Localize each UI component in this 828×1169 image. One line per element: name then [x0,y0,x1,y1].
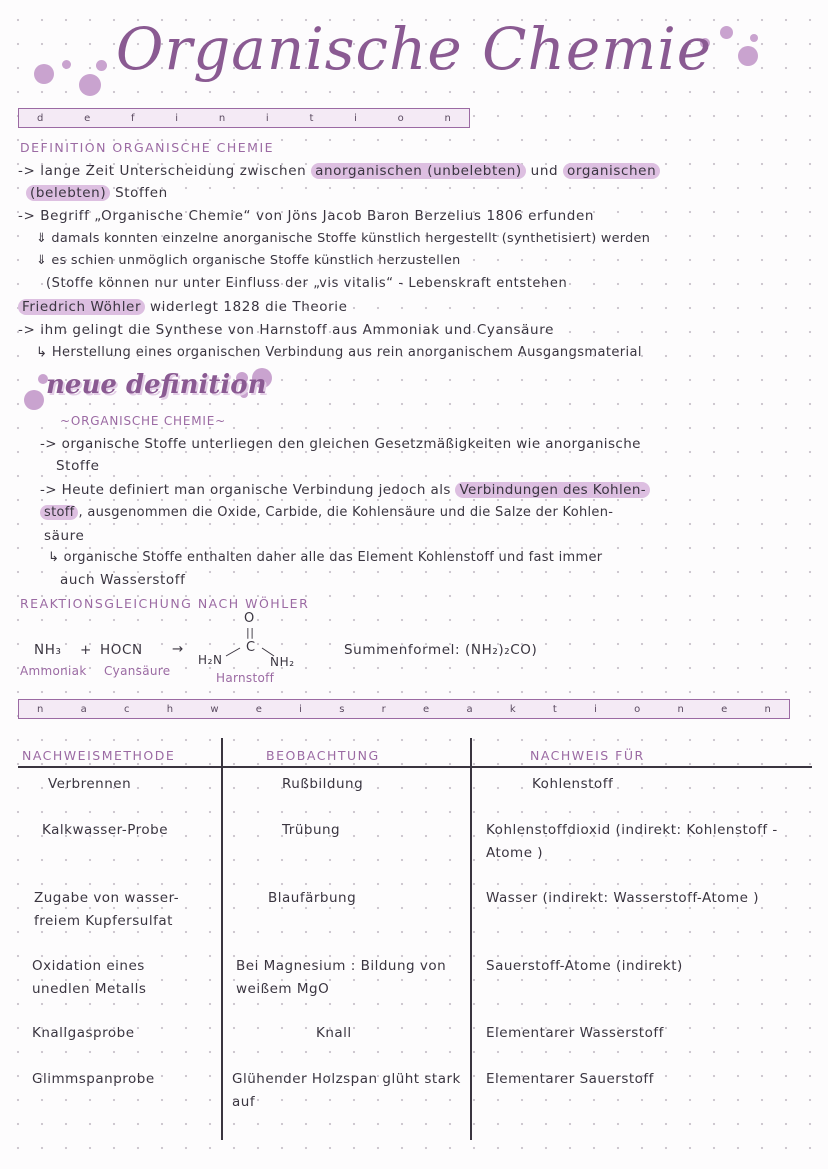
label-ammoniak: Ammoniak [20,664,87,678]
formula-plus: + [80,642,92,658]
banner-letter: o [634,703,641,715]
text-line: stoff , ausgenommen die Oxide, Carbide, die Kohlensäure und die Salze der Kohlen- [40,504,613,522]
banner-letter: a [466,703,473,715]
text-line: ↳ Herstellung eines organischen Verbindung aus rein anorganischem Ausgangsmaterial [36,345,642,360]
banner-letter: i [354,112,357,124]
double-bond: || [246,626,255,639]
banner-letter: n [444,112,451,124]
table-cell-evidence: Elementarer Wasserstoff [486,1025,664,1041]
text-line: ⇓ damals konnten einzelne anorganische Stoffe künstlich hergestellt (synthetisiert) werden [36,231,651,246]
formula-hocn: HOCN [100,642,143,658]
text-line: Friedrich Wöhler widerlegt 1828 die Theorie [18,298,348,316]
label-cyansaeure: Cyansäure [104,664,171,678]
table-header: BEOBACHTUNG [266,748,380,763]
table-header: NACHWEISMETHODE [22,748,176,763]
banner-letter: n [677,703,684,715]
table-cell-evidence: Kohlenstoffdioxid (indirekt: Kohlenstoff - Atome ) [486,822,778,861]
banner-letter: e [423,703,430,715]
formula-nh2: NH₂ [270,655,295,669]
text-line: -> lange Zeit Unterscheidung zwischen anorganischen (unbelebten) und organischen [18,162,660,180]
table-cell-observation: Knall [316,1025,352,1041]
definition-heading: DEFINITION ORGANISCHE CHEMIE [20,140,275,155]
formula-h2n: H₂N [198,653,223,667]
text-line: -> organische Stoffe unterliegen den gleichen Gesetzmäßigkeiten wie anorganische [40,436,641,452]
bond-lines [222,640,282,660]
table-cell-method: Kalkwasser-Probe [42,822,168,838]
banner-letter: i [175,112,179,124]
new-definition-title: neue definition [46,370,267,400]
banner-letter: e [84,112,91,124]
banner-letter: c [123,703,130,715]
text-line: -> Heute definiert man organische Verbindung jedoch als Verbindungen des Kohlen- [40,481,650,499]
table-cell-method: Knallgasprobe [32,1025,135,1041]
table-cell-evidence: Kohlenstoff [532,776,614,792]
formula-nh3: NH₃ [34,642,62,658]
formula-c: C [246,640,256,655]
table-cell-evidence: Wasser (indirekt: Wasserstoff-Atome ) [486,890,760,906]
text-line: -> ihm gelingt die Synthese von Harnstoff aus Ammoniak und Cyansäure [18,322,554,338]
table-cell-observation: Blaufärbung [268,890,357,906]
formula-o: O [244,611,255,626]
banner-letter: h [166,703,174,715]
label-harnstoff: Harnstoff [216,671,275,685]
banner-letter: s [339,703,345,715]
banner-letter: t [552,703,557,715]
new-definition-subtitle: ~ORGANISCHE CHEMIE~ [60,414,226,428]
table-header: NACHWEIS FÜR [530,748,645,763]
banner-letter: r [381,703,386,715]
reaction-heading: REAKTIONSGLEICHUNG NACH WÖHLER [20,596,310,611]
banner-letter: e [255,703,262,715]
banner-letter: n [764,703,771,715]
sum-formula: Summenformel: (NH₂)₂CO) [344,642,538,658]
text-line: -> Begriff „Organische Chemie“ von Jöns Jacob Baron Berzelius 1806 erfunden [18,208,595,224]
nachweisreaktionen-banner [18,699,790,719]
banner-letter: n [218,112,226,124]
banner-letter: a [80,703,87,715]
text-line: ⇓ es schien unmöglich organische Stoffe künstlich herzustellen [36,253,461,268]
table-cell-method: Verbrennen [48,776,132,792]
table-cell-method: Oxidation eines unedlen Metalls [32,958,147,997]
reaction-arrow: → [172,641,184,657]
table-header-rule [18,766,812,768]
text-line: ↳ organische Stoffe enthalten daher alle das Element Kohlenstoff und fast immer [48,550,603,565]
banner-letter: w [210,703,219,715]
banner-letter: i [265,112,269,124]
table-cell-observation: Rußbildung [282,776,364,792]
text-line: Stoffe [56,458,100,474]
text-line: säure [44,528,85,544]
table-cell-observation: Glühender Holzspan glüht stark auf [232,1071,461,1110]
table-divider [470,738,472,1140]
banner-letter: o [397,112,404,124]
table-cell-method: Zugabe von wasser-freiem Kupfersulfat [34,890,180,929]
table-cell-method: Glimmspanprobe [32,1071,155,1087]
table-cell-observation: Bei Magnesium : Bildung von weißem MgO [236,958,447,997]
text-line: auch Wasserstoff [60,572,186,588]
banner-letter: f [131,112,135,124]
banner-letter: i [594,703,597,715]
text-line: (belebten) Stoffen [26,184,168,202]
table-cell-observation: Trübung [282,822,341,838]
banner-letter: n [37,703,44,715]
definition-banner [18,108,470,128]
text-line: (Stoffe können nur unter Einfluss der „vis vitalis“ - Lebenskraft entstehen [46,276,568,291]
page-title: Organische Chemie [115,15,713,83]
banner-letter: d [37,112,44,124]
decor-dot [24,390,44,410]
banner-letter: e [721,703,728,715]
table-cell-evidence: Elementarer Sauerstoff [486,1071,654,1087]
banner-letter: i [299,703,302,715]
banner-letter: t [309,112,314,124]
banner-letter: k [509,703,516,715]
table-divider [221,738,223,1140]
table-cell-evidence: Sauerstoff-Atome (indirekt) [486,958,683,974]
